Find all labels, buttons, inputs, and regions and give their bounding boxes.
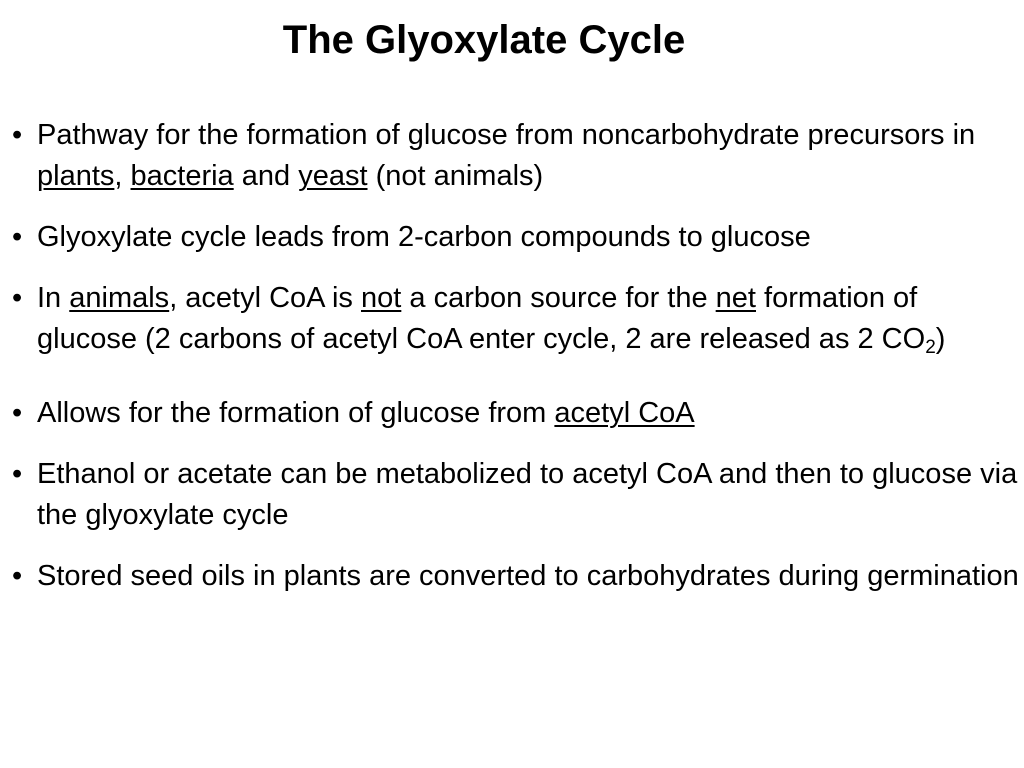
bullet-text: Allows for the formation of glucose from bbox=[37, 397, 555, 429]
bullet-text: Glyoxylate cycle leads from 2-carbon compounds to glucose bbox=[37, 221, 811, 253]
bullet-text: ) bbox=[935, 323, 946, 355]
bullet-text: Stored seed oils in plants are converted to carbohydrates during germination bbox=[37, 560, 1019, 592]
bullet-text: Pathway for the formation of glucose from noncarbohydrate precursors in bbox=[37, 119, 976, 151]
underlined-term-plants: plants bbox=[37, 160, 115, 192]
bullet-text: In bbox=[37, 282, 70, 314]
bullet-text: , acetyl CoA is bbox=[169, 282, 361, 314]
bullet-item-acetyl-coa bbox=[10, 393, 1020, 434]
bullet-item-ethanol bbox=[10, 454, 1020, 536]
bullet-text: Ethanol or acetate can be metabolized to acetyl CoA and then to glucose via the glyoxylate cycle bbox=[37, 458, 1018, 531]
bullet-text: a carbon source for the bbox=[401, 282, 716, 314]
bullet-item-two-carbon bbox=[10, 217, 1020, 258]
underlined-term-bacteria: bacteria bbox=[130, 160, 234, 192]
underlined-term-acetyl-coa: acetyl CoA bbox=[554, 397, 695, 429]
underlined-term-animals: animals bbox=[69, 282, 170, 314]
bullet-text: and bbox=[233, 160, 299, 192]
co2-subscript: 2 bbox=[925, 337, 936, 358]
underlined-term-net: net bbox=[715, 282, 756, 314]
underlined-term-yeast: yeast bbox=[298, 160, 368, 192]
bullet-text: formation of glucose (2 carbons of acetyl CoA enter cycle, 2 are released as 2 CO bbox=[37, 282, 926, 355]
bullet-list bbox=[10, 115, 1020, 617]
bullet-item-pathway bbox=[10, 115, 1020, 197]
bullet-text: , bbox=[114, 160, 131, 192]
bullet-text: (not animals) bbox=[367, 160, 544, 192]
bullet-item-animals bbox=[10, 278, 1020, 360]
underlined-term-not: not bbox=[361, 282, 402, 314]
bullet-item-seed-oils bbox=[10, 556, 1020, 597]
slide-title: The Glyoxylate Cycle bbox=[282, 18, 686, 62]
